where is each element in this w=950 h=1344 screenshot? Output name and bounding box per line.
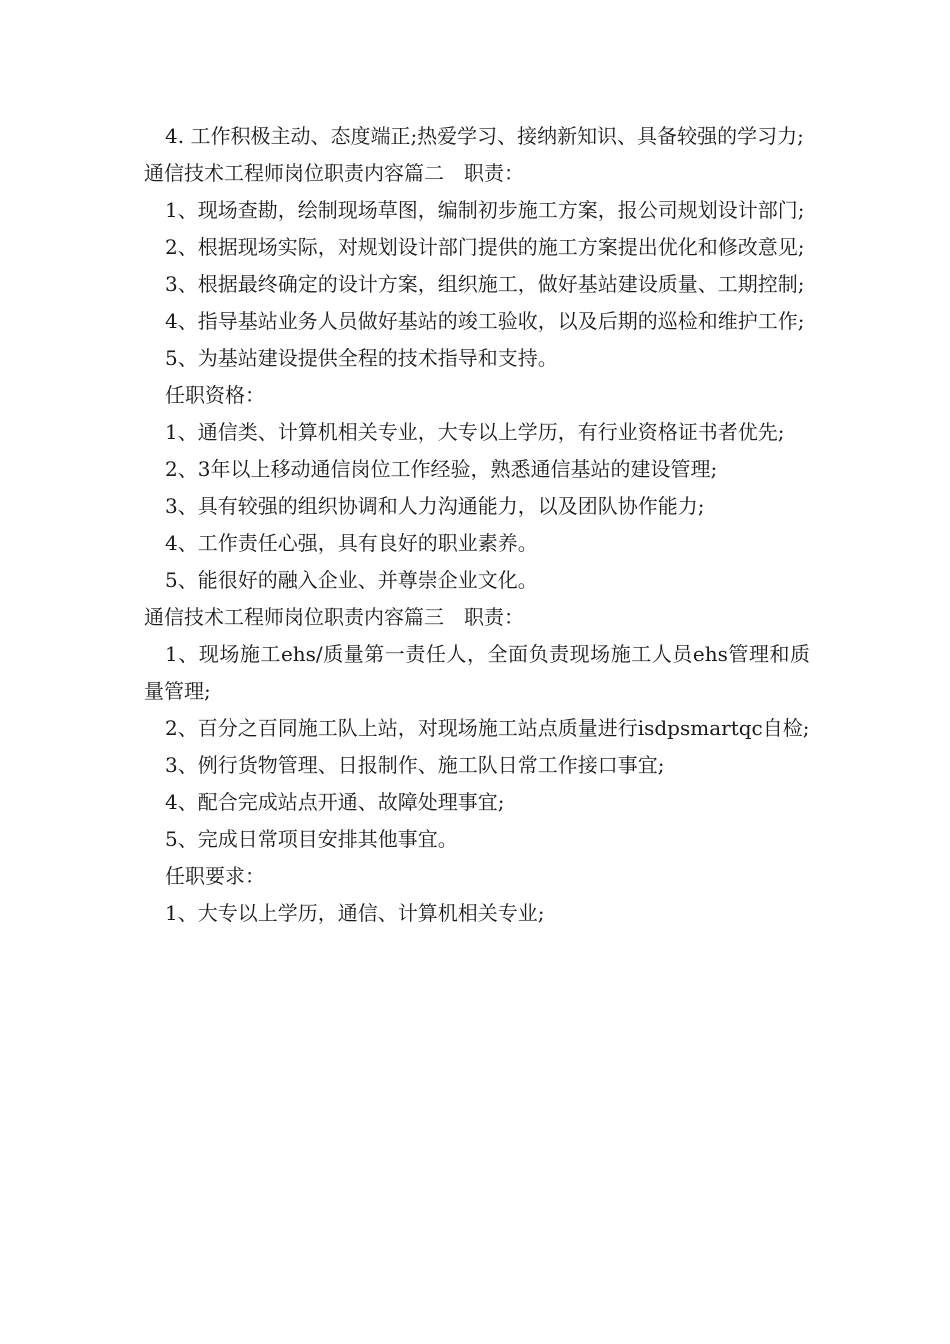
paragraph-qualification-1: 1、通信类、计算机相关专业，大专以上学历，有行业资格证书者优先; bbox=[165, 420, 785, 444]
paragraph-part3-duty-3: 3、例行货物管理、日报制作、施工队日常工作接口事宜; bbox=[165, 753, 665, 777]
paragraph-duty-4: 4. 工作积极主动、态度端正;热爱学习、接纳新知识、具备较强的学习力; bbox=[165, 124, 804, 148]
paragraph-qualification-5: 5、能很好的融入企业、并尊崇企业文化。 bbox=[165, 568, 538, 592]
paragraph-part3-duty-2: 2、百分之百同施工队上站，对现场施工站点质量进行isdpsmartqc自检; bbox=[165, 716, 810, 740]
paragraph-qualification-4: 4、工作责任心强，具有良好的职业素养。 bbox=[165, 531, 538, 555]
paragraph-part3-duty-4: 4、配合完成站点开通、故障处理事宜; bbox=[165, 790, 505, 814]
paragraph-duty-3: 3、根据最终确定的设计方案，组织施工，做好基站建设质量、工期控制; bbox=[165, 272, 805, 296]
document-body bbox=[144, 118, 810, 932]
subheading-qualifications: 任职资格： bbox=[165, 383, 265, 407]
paragraph-duty-4b: 4、指导基站业务人员做好基站的竣工验收，以及后期的巡检和维护工作; bbox=[165, 309, 805, 333]
paragraph-duty-5: 5、为基站建设提供全程的技术指导和支持。 bbox=[165, 346, 558, 370]
paragraph-duty-1: 1、现场查勘，绘制现场草图，编制初步施工方案，报公司规划设计部门; bbox=[165, 198, 805, 222]
paragraph-part3-duty-5: 5、完成日常项目安排其他事宜。 bbox=[165, 827, 458, 851]
paragraph-duty-2: 2、根据现场实际，对规划设计部门提供的施工方案提出优化和修改意见; bbox=[165, 235, 805, 259]
paragraph-qualification-3: 3、具有较强的组织协调和人力沟通能力，以及团队协作能力; bbox=[165, 494, 705, 518]
section-heading-part-3: 通信技术工程师岗位职责内容篇三 职责： bbox=[144, 605, 524, 629]
subheading-requirements: 任职要求： bbox=[165, 864, 265, 888]
section-heading-part-2: 通信技术工程师岗位职责内容篇二 职责： bbox=[144, 161, 524, 185]
paragraph-qualification-2: 2、3年以上移动通信岗位工作经验，熟悉通信基站的建设管理; bbox=[165, 457, 718, 481]
paragraph-requirement-1: 1、大专以上学历，通信、计算机相关专业; bbox=[165, 901, 545, 925]
paragraph-part3-duty-1: 1、现场施工ehs/质量第一责任人，全面负责现场施工人员ehs管理和质量管理; bbox=[144, 642, 810, 703]
